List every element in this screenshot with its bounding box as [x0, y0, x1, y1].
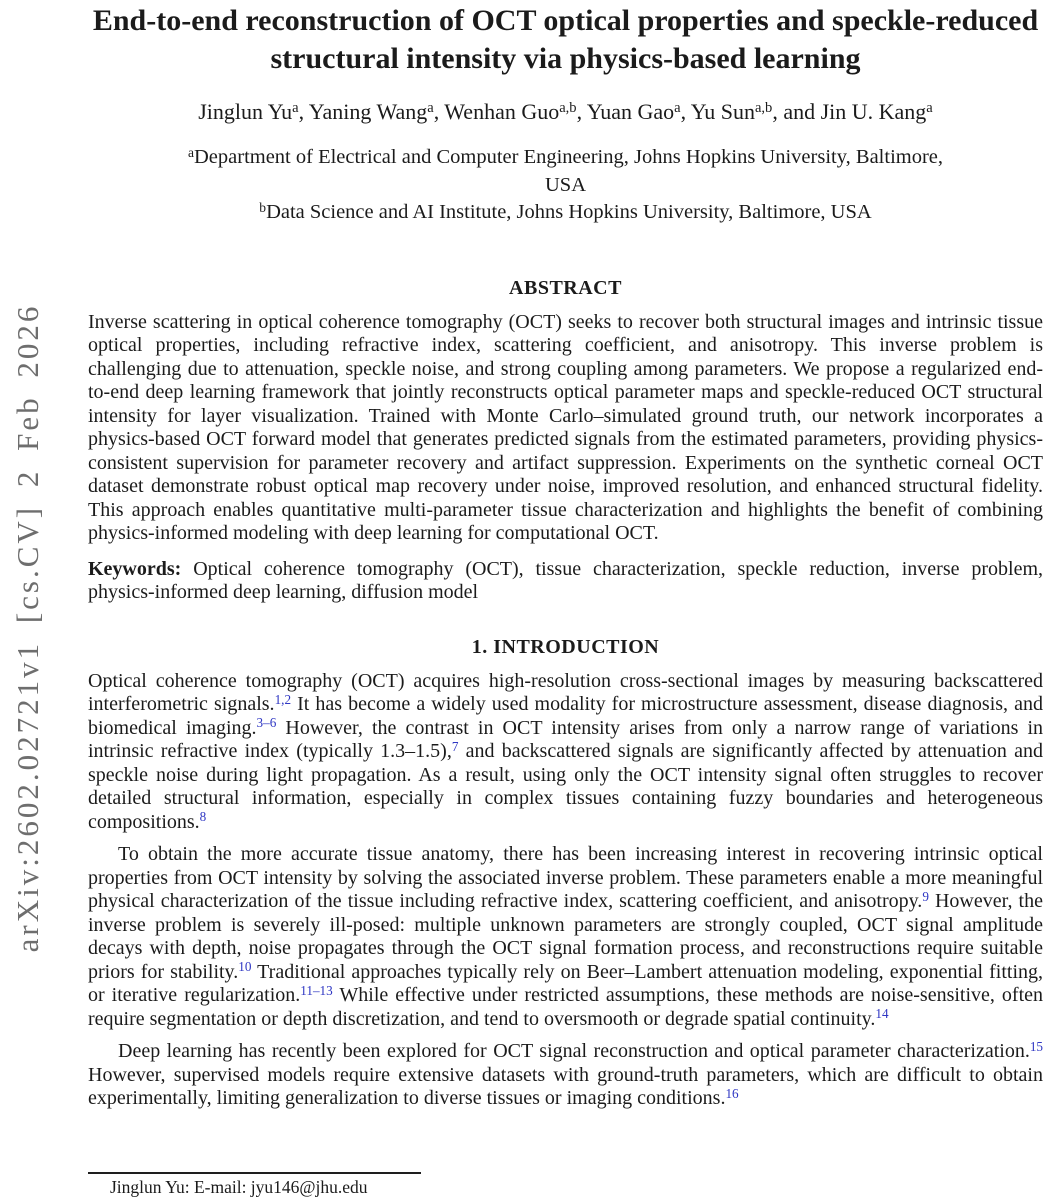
- affiliation-line: $^a$Department of Electrical and Computer Engineering, Johns Hopkins University, Baltimore,: [187, 144, 944, 168]
- citation-ref[interactable]: 11–13: [300, 982, 333, 998]
- citation-ref[interactable]: 7: [451, 738, 459, 754]
- affiliation-marker: a: [926, 100, 933, 117]
- citation-ref[interactable]: 15: [1029, 1038, 1043, 1054]
- keywords-text: Optical coherence tomography (OCT), tissue characterization, speckle reduction, inverse problem, physics-informed deep learning, diffusion model: [88, 557, 1043, 603]
- affiliation-marker: b: [259, 199, 267, 215]
- arxiv-stamp: arXiv:2602.02721v1 [cs.CV] 2 Feb 2026: [10, 303, 45, 953]
- keywords-label: Keywords:: [88, 557, 182, 580]
- footnote-text: Jinglun Yu: E-mail: jyu146@jhu.edu: [110, 1177, 368, 1197]
- citation-ref[interactable]: 16: [725, 1085, 739, 1101]
- affiliation-marker: a,b: [559, 100, 577, 117]
- keywords-line: [88, 558, 1043, 605]
- abstract-heading: ABSTRACT: [509, 276, 622, 299]
- affiliation-marker: a: [427, 100, 434, 117]
- affiliation-marker: a: [187, 144, 194, 160]
- section-heading-introduction: 1. INTRODUCTION: [471, 635, 660, 658]
- citation-ref[interactable]: 14: [875, 1006, 889, 1022]
- citation-ref[interactable]: 3–6: [256, 715, 277, 731]
- abstract-text: Inverse scattering in optical coherence tomography (OCT) seeks to recover both structural images and intrinsic tissue optical properties, including refractive index, scattering coefficient, and anisotropy. This inverse problem is challenging due to attenuation, speckle noise, and strong coupling among parameters. We propose a regularized end-to-end deep learning framework that jointly reconstructs optical parameter maps and speckle-reduced OCT structural intensity for layer visualization. Trained with Monte Carlo–simulated ground truth, our network incorporates a physics-based OCT forward model that generates predicted signals from the estimated parameters, providing physics-consistent supervision for parameter recovery and artifact suppression. Experiments on the synthetic corneal OCT dataset demonstrate robust optical map recovery under noise, improved resolution, and enhanced structural fidelity. This approach enables quantitative multi-parameter tissue characterization and highlights the benefit of combining physics-informed modeling with deep learning for computational OCT.: [88, 310, 1043, 544]
- citation-ref[interactable]: 9: [922, 888, 929, 904]
- author-line: Jinglun Yu$^a$, Yaning Wang$^a$, Wenhan Guo$^{a,b}$, Yuan Gao$^a$, Yu Sun$^{a,b}$, and Jin U. Kang$^a$: [198, 99, 933, 124]
- intro-paragraph-2: To obtain the more accurate tissue anatomy, there has been increasing interest in recovering intrinsic optical properties from OCT intensity by solving the associated inverse problem. These parameters enable a more meaningful physical characterization of the tissue including refractive index, scattering coefficient, and anisotropy.$^9$ However, the inverse problem is severely ill-posed: multiple unknown parameters are strongly coupled, OCT signal amplitude decays with depth, noise propagates through the OCT signal formation process, and reconstructions require suitable priors for stability.$^{10}$ Traditional approaches typically rely on Beer–Lambert attenuation modeling, exponential fitting, or iterative regularization.$^{11-13}$ While effective under restricted assumptions, these methods are noise-sensitive, often require segmentation or depth discretization, and tend to oversmooth or degrade spatial continuity.$^{14}$: [88, 843, 1043, 1030]
- affiliation-marker: a: [292, 100, 299, 117]
- affiliation-marker: a,b: [754, 100, 773, 117]
- intro-paragraph-3: Deep learning has recently been explored for OCT signal reconstruction and optical parameter characterization.$^{15}$ However, supervised models require extensive datasets with ground-truth parameters, which are difficult to obtain experimentally, limiting generalization to diverse tissues or imaging conditions.$^{16}$: [88, 1038, 1043, 1109]
- intro-paragraph-1: Optical coherence tomography (OCT) acquires high-resolution cross-sectional images by measuring backscattered interferometric signals.$^{1,2}$ It has become a widely used modality for microstructure assessment, disease diagnosis, and biomedical imaging.$^{3-6}$ However, the contrast in OCT intensity arises from only a narrow range of variations in intrinsic refractive index (typically 1.3–1.5),$^7$ and backscattered signals are significantly affected by attenuation and speckle noise during light propagation. As a result, using only the OCT intensity signal often struggles to recover detailed structural information, especially in complex tissues containing fuzzy boundaries and heterogeneous compositions.$^8$: [88, 669, 1043, 833]
- affiliation-line: $^b$Data Science and AI Institute, Johns Hopkins University, Baltimore, USA: [259, 199, 872, 223]
- paper-content: [88, 0, 1043, 1111]
- affiliations-block: [88, 144, 1043, 227]
- paper-title: End-to-end reconstruction of OCT optical properties and speckle-reduced structural intensity via physics-based learning: [92, 4, 1039, 75]
- citation-ref[interactable]: 8: [199, 809, 207, 825]
- citation-ref[interactable]: 10: [238, 959, 252, 975]
- citation-ref[interactable]: 1,2: [274, 691, 292, 707]
- footnote-rule: [88, 1172, 421, 1174]
- affiliation-line: USA: [544, 173, 586, 196]
- affiliation-marker: a: [674, 100, 681, 117]
- author-contact-footnote: [88, 1172, 1043, 1198]
